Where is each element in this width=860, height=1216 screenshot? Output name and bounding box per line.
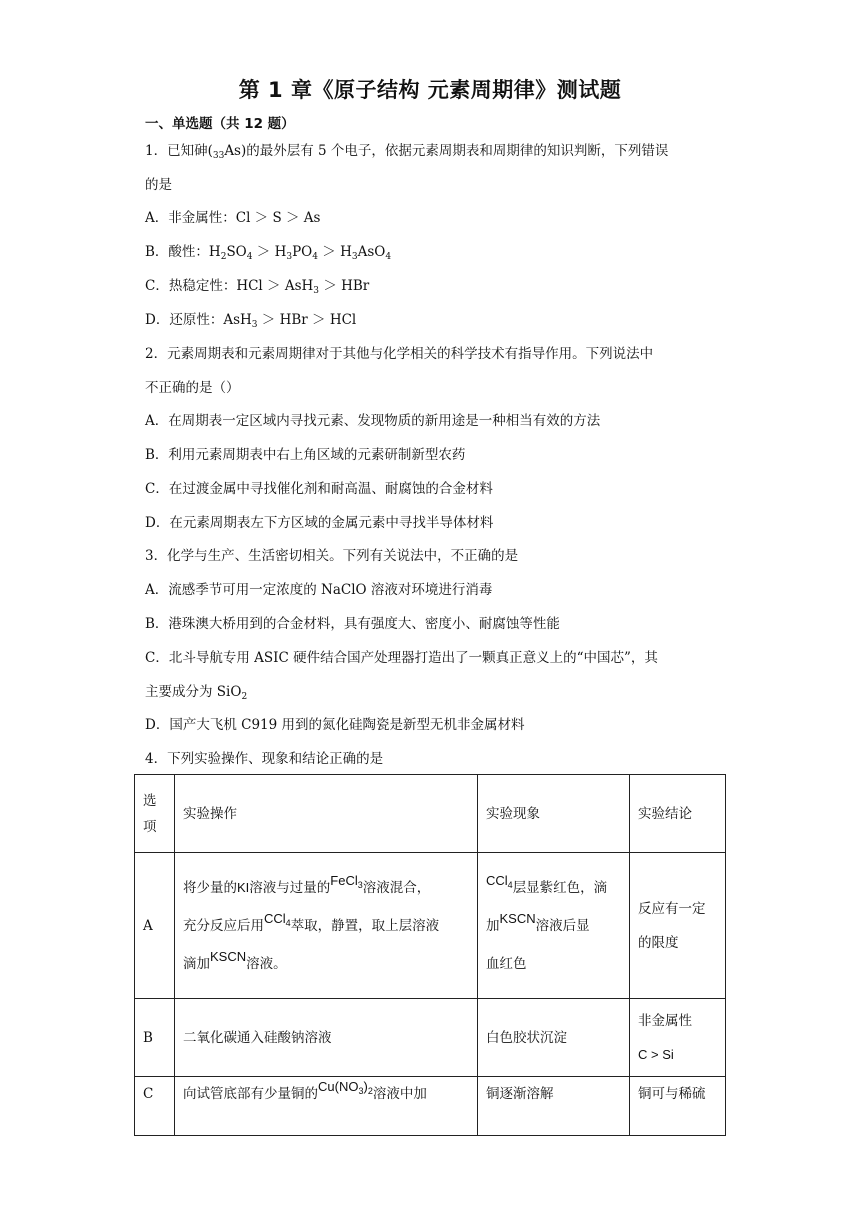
row-b-conclusion: 非金属性 C > Si	[630, 999, 726, 1077]
row-a-conclusion: 反应有一定 的限度	[630, 853, 726, 999]
table-row-c	[135, 1077, 726, 1136]
q1-option-a: A．非金属性：Cl ＞ S ＞ As	[145, 210, 321, 226]
row-c-phenomenon: 铜逐渐溶解	[478, 1077, 630, 1136]
row-c-operation: 向试管底部有少量铜的$Cu(NO_3)_2$溶液中加	[175, 1077, 478, 1136]
q3-option-d: D．国产大飞机 C919 用到的氮化硅陶瓷是新型无机非金属材料	[145, 717, 525, 733]
q1-option-b: B．酸性：$H_2SO_4 > H_3PO_4 > H_3AsO_4$	[145, 244, 392, 262]
page-title: 第 1 章《原子结构 元素周期律》测试题	[238, 78, 622, 102]
q3-stem: 3．化学与生产、生活密切相关。下列有关说法中，不正确的是	[145, 548, 519, 564]
q2-stem-line1: 2．元素周期表和元素周期律对于其他与化学相关的科学技术有指导作用。下列说法中	[145, 346, 654, 362]
header-option: 选 项	[135, 775, 175, 853]
row-a-label: A	[135, 853, 175, 999]
q1-stem-line2: 的是	[145, 177, 172, 193]
header-conclusion: 实验结论	[630, 775, 726, 853]
q4-stem: 4．下列实验操作、现象和结论正确的是	[145, 751, 384, 767]
q1-option-d: D．还原性：AsH$_3$ ＞ HBr ＞ HCl	[145, 312, 357, 330]
q1-stem-line1: 1．已知砷$(_{33}As)$的最外层有 5 个电子，依据元素周期表和周期律的知识判断，下列错误	[145, 143, 669, 161]
row-b-operation: 二氧化碳通入硅酸钠溶液	[175, 999, 478, 1077]
q2-option-d: D．在元素周期表左下方区域的金属元素中寻找半导体材料	[145, 515, 494, 531]
q3-option-a: A．流感季节可用一定浓度的 NaClO 溶液对环境进行消毒	[145, 582, 493, 598]
table-header-row	[135, 775, 726, 853]
table-row-b	[135, 999, 726, 1077]
q2-stem-line2: 不正确的是（）	[145, 380, 240, 396]
row-b-label: B	[135, 999, 175, 1077]
row-a-phenomenon: CCl$_4$层显紫红色，滴 加KSCN溶液后显 血红色	[478, 853, 630, 999]
q3-option-c-line1: C．北斗导航专用 ASIC 硬件结合国产处理器打造出了一颗真正意义上的“中国芯”，其	[145, 650, 658, 666]
header-phenomenon: 实验现象	[478, 775, 630, 853]
q2-option-b: B．利用元素周期表中右上角区域的元素研制新型农药	[145, 447, 466, 463]
section-heading: 一、单选题（共 12 题）	[145, 116, 295, 132]
q2-option-a: A．在周期表一定区域内寻找元素、发现物质的新用途是一种相当有效的方法	[145, 413, 601, 429]
q3-option-b: B．港珠澳大桥用到的合金材料，具有强度大、密度小、耐腐蚀等性能	[145, 616, 560, 632]
q3-option-c-line2: 主要成分为 SiO$_2$	[145, 684, 248, 702]
row-b-phenomenon: 白色胶状沉淀	[478, 999, 630, 1077]
row-c-conclusion: 铜可与稀硫	[630, 1077, 726, 1136]
header-operation: 实验操作	[175, 775, 478, 853]
row-c-label: C	[135, 1077, 175, 1136]
row-a-operation: 将少量的KI溶液与过量的FeCl$_3$溶液混合， 充分反应后用CCl$_4$萃取，静置，取上层溶液 滴加KSCN溶液。	[175, 853, 478, 999]
table-row-a	[135, 853, 726, 999]
q4-experiment-table	[134, 774, 726, 1136]
q2-option-c: C．在过渡金属中寻找催化剂和耐高温、耐腐蚀的合金材料	[145, 481, 493, 497]
q1-option-c: C．热稳定性：HCl ＞ AsH$_3$ ＞ HBr	[145, 278, 370, 296]
